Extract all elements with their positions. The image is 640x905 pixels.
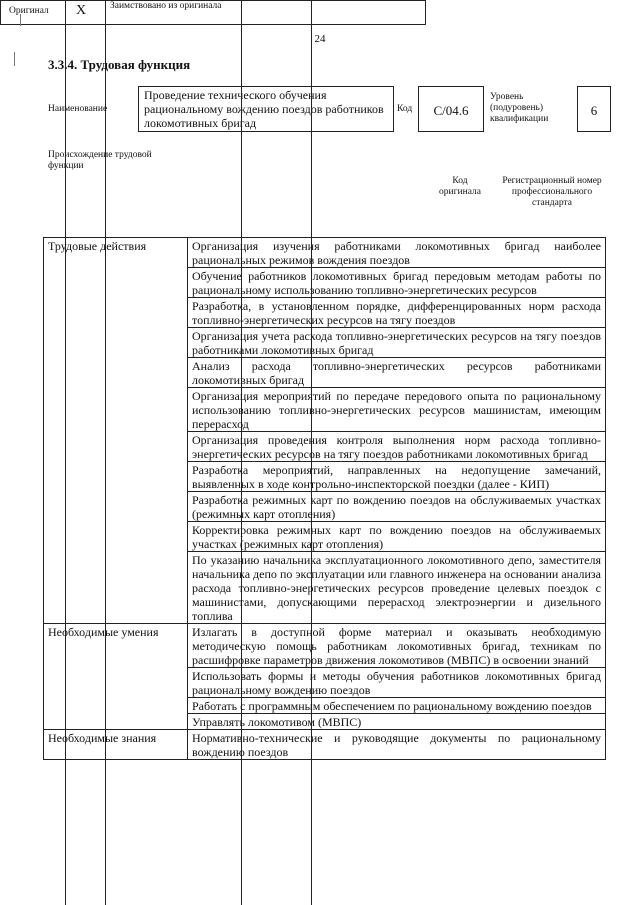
section-item: Обучение работников локомотивных бригад передовым методам работы по рациональному использованию топливно-энергетических ресурсов: [188, 268, 606, 298]
code-original-caption: Код оригинала: [439, 176, 481, 197]
section-heading: Необходимые умения: [44, 624, 188, 730]
level-value: 6: [590, 103, 598, 118]
origin-original-label: Оригинал: [9, 6, 49, 16]
level-value-box: [577, 86, 611, 132]
name-label: Наименование: [48, 104, 108, 114]
section-item: Разработка, в установленном порядке, дифференцированных норм расхода топливно-энергетических ресурсов на тягу поездов: [188, 298, 606, 328]
table-row: [44, 238, 606, 268]
function-name-value: Проведение технического обучения рациональному вождению поездов работников локомотивных бригад: [144, 88, 384, 130]
work-function-table: [43, 237, 606, 760]
section-heading: Необходимые знания: [44, 730, 188, 760]
section-item: Анализ расхода топливно-энергетических ресурсов работниками локомотивных бригад: [188, 358, 606, 388]
section-item: Организация изучения работниками локомотивных бригад наиболее рациональных режимов вождения поездов: [188, 238, 606, 268]
section-item: По указанию начальника эксплуатационного локомотивного депо, заместителя начальника депо по эксплуатации или главного инженера на основании анализа расхода топливно-энергетических ресурсов проведение целевых поездок с машинистами, допускающими перерасход электроэнергии и дизельного топлива: [188, 552, 606, 624]
section-heading: Трудовые действия: [44, 238, 188, 624]
section-item: Излагать в доступной форме материал и оказывать необходимую методическую помощь работникам локомотивных бригад, техникам по расшифровке параметров движения локомотивов (МВПС) в освоении знаний: [188, 624, 606, 668]
level-label: Уровень (подуровень) квалификации: [490, 92, 549, 124]
section-item: Работать с программным обеспечением по рациональному вождению поездов: [188, 698, 606, 714]
section-item: Управлять локомотивом (МВПС): [188, 714, 606, 730]
table-row: [44, 624, 606, 668]
origin-mark: X: [76, 3, 87, 18]
code-value-box: [418, 86, 484, 132]
code-label: Код: [397, 104, 413, 114]
origin-label: Происхождение трудовой функции: [48, 150, 152, 171]
section-item: Использовать формы и методы обучения работников локомотивных бригад рациональному вождению поездов: [188, 668, 606, 698]
section-title: 3.3.4. Трудовая функция: [48, 57, 191, 72]
section-item: Разработка режимных карт по вождению поездов на обслуживаемых участках (режимных карт отопления): [188, 492, 606, 522]
section-item: Организация мероприятий по передаче передового опыта по рациональному использованию топливно-энергетических ресурсов машинистам, имеющим перерасход: [188, 388, 606, 432]
table-row: [44, 730, 606, 760]
section-item: Организация учета расхода топливно-энергетических ресурсов на тягу поездов работниками локомотивных бригад: [188, 328, 606, 358]
reg-number-caption: Регистрационный номер профессионального стандарта: [502, 176, 602, 208]
page-number: 24: [314, 33, 326, 45]
origin-row: [0, 0, 426, 25]
code-value: С/04.6: [433, 103, 469, 118]
section-item: Нормативно-технические и руководящие документы по рациональному вождению поездов: [188, 730, 606, 760]
section-item: Организация проведения контроля выполнения норм расхода топливно-энергетических ресурсов на тягу поездов работниками локомотивных бригад: [188, 432, 606, 462]
section-item: Корректировка режимных карт по вождению поездов на обслуживаемых участках (режимных карт отопления): [188, 522, 606, 552]
section-item: Разработка мероприятий, направленных на недопущение замечаний, выявленных в ходе контрольно-инспекторской поездки (далее - КИП): [188, 462, 606, 492]
origin-borrowed-label: Заимствовано из оригинала: [110, 1, 222, 11]
